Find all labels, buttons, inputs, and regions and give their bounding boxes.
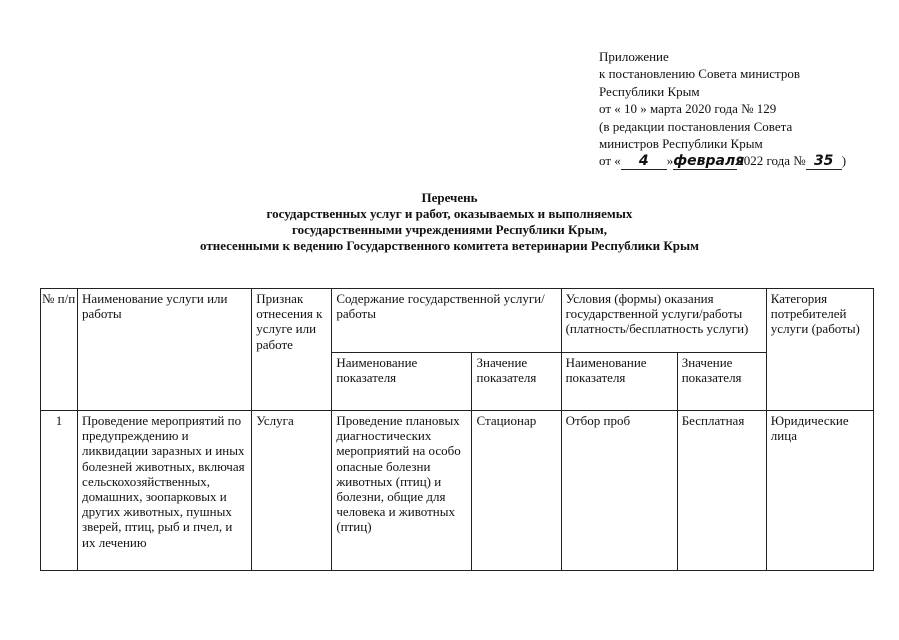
appendix-line: Приложение bbox=[599, 49, 669, 64]
table-row bbox=[41, 411, 874, 571]
title-line: государственными учреждениями Республики Крым, bbox=[292, 222, 607, 237]
row-content-value: Стационар bbox=[472, 411, 561, 571]
row-category: Юридические лица bbox=[766, 411, 873, 571]
appendix-block bbox=[599, 48, 846, 171]
row-cond-value: Бесплатная bbox=[677, 411, 766, 571]
handwritten-number: 35 bbox=[806, 153, 842, 170]
date-suffix: ) bbox=[841, 153, 847, 169]
header-category: Категория потребителей услуги (работы) bbox=[766, 289, 873, 411]
header-num: № п/п bbox=[41, 289, 78, 411]
date-mid: » bbox=[666, 153, 674, 169]
header-indicator-name: Наименование показателя bbox=[561, 353, 677, 411]
document-title bbox=[0, 190, 899, 254]
header-conditions: Условия (формы) оказания государственной услуги/работы (платность/бесплатность услуги) bbox=[561, 289, 766, 353]
header-content: Содержание государственной услуги/работы bbox=[332, 289, 561, 353]
date-year: 2022 года № bbox=[737, 153, 806, 169]
row-sign: Услуга bbox=[252, 411, 332, 571]
row-name: Проведение мероприятий по предупреждению и ликвидации заразных и иных болезней животных, включая сельскохозяйственных, домашних, зоопарковых и других животных, пушных зверей, птиц, рыб и пчел, и их лечению bbox=[78, 411, 252, 571]
header-indicator-value: Значение показателя bbox=[677, 353, 766, 411]
row-num: 1 bbox=[41, 411, 78, 571]
header-sign: Признак отнесения к услуге или работе bbox=[252, 289, 332, 411]
appendix-line: от « 10 » марта 2020 года № 129 bbox=[599, 101, 777, 117]
handwritten-day: 4 bbox=[621, 153, 667, 170]
row-cond-name: Отбор проб bbox=[561, 411, 677, 571]
row-content-name: Проведение плановых диагностических мероприятий на особо опасные болезни животных (птиц) и болезни, общие для человека и животных (птиц) bbox=[332, 411, 472, 571]
appendix-line: (в редакции постановления Совета bbox=[599, 118, 793, 134]
header-indicator-name: Наименование показателя bbox=[332, 353, 472, 411]
services-table bbox=[40, 288, 874, 571]
appendix-line: к постановлению Совета министров bbox=[599, 66, 800, 82]
header-indicator-value: Значение показателя bbox=[472, 353, 561, 411]
date-prefix: от « bbox=[599, 153, 621, 169]
appendix-line: министров Республики Крым bbox=[599, 136, 763, 152]
title-line: отнесенными к ведению Государственного комитета ветеринарии Республики Крым bbox=[199, 238, 700, 253]
appendix-line: Республики Крым bbox=[599, 83, 700, 99]
title-line: Перечень bbox=[421, 190, 478, 205]
header-name: Наименование услуги или работы bbox=[78, 289, 252, 411]
header-row bbox=[41, 289, 874, 353]
title-line: государственных услуг и работ, оказываемых и выполняемых bbox=[266, 206, 633, 221]
handwritten-month: февраля bbox=[673, 153, 745, 170]
appendix-date-line bbox=[599, 152, 846, 170]
